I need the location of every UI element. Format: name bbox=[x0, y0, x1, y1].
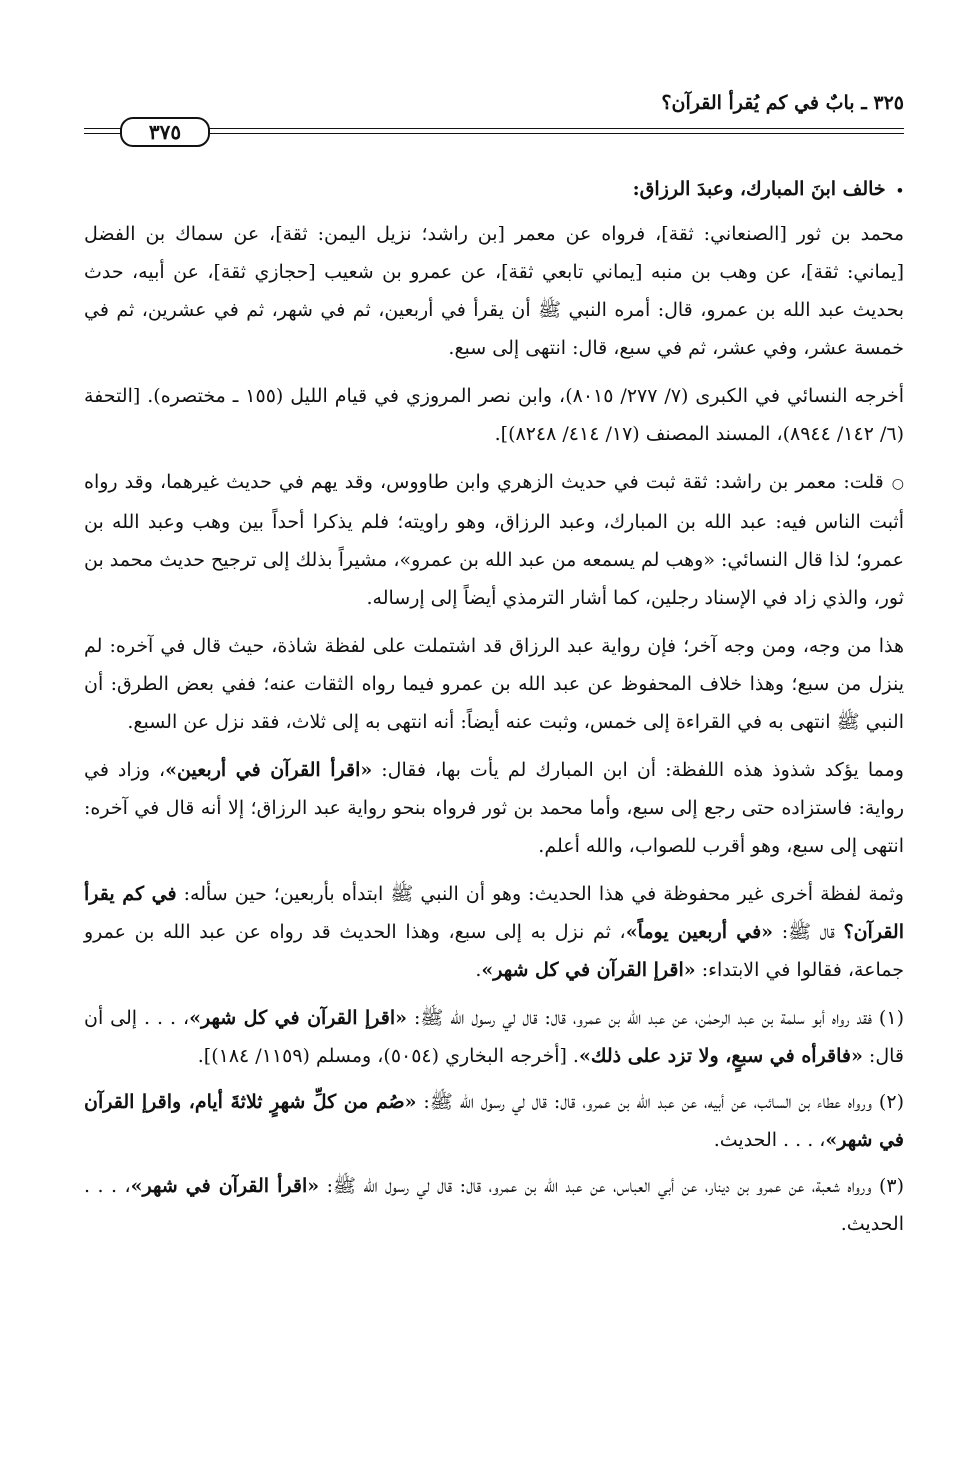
text-segment: (٣) ورواه شعبة، عن عمرو بن دينار، عن أبي العباس، عن عبد الله بن عمرو، قال: قال لي رسول الله ﷺ: bbox=[319, 1175, 905, 1197]
paragraph-other-wording bbox=[84, 875, 904, 989]
paragraph-shadh-wording: هذا من وجه، ومن وجه آخر؛ فإن رواية عبد الرزاق قد اشتملت على لفظة شاذة، حيث قال في آخره: لم ينزل من سبع؛ وهذا خلاف المحفوظ عن عبد الله بن عمرو فيما رواه الثقات عنه؛ ففي بعض الطرق: أن النبي ﷺ انتهى به في القراءة إلى خمس، وثبت عنه أيضاً: أنه انتهى به إلى ثلاث، فقد نزل عن السبع. bbox=[84, 635, 904, 733]
paragraph-sources: أخرجه النسائي في الكبرى (٧/ ٢٧٧/ ٨٠١٥)، وابن نصر المروزي في قيام الليل (١٥٥ ـ مختصره). [التحفة (٦/ ١٤٢/ ٨٩٤٤)، المسند المصنف (١٧/ ٤١٤/ ٨٢٤٨)]. bbox=[84, 385, 904, 445]
chapter-title: ٣٢٥ ـ بابٌ في كم يُقرأ القرآن؟ bbox=[661, 92, 904, 114]
text-segment: ومما يؤكد شذوذ هذه اللفظة: أن ابن المبارك لم يأت بها، فقال: bbox=[372, 759, 904, 781]
text-segment: . [أخرجه البخاري (٥٠٥٤)، ومسلم (١١٥٩/ ١٨٤)]. bbox=[197, 1045, 579, 1067]
circle-marker-icon: ○ bbox=[891, 476, 904, 492]
paragraph-comment-text: قلت: معمر بن راشد: ثقة ثبت في حديث الزهري وابن طاووس، وقد يهم في حديث غيرهما، وقد رواه أثبت الناس فيه: عبد الله بن المبارك، وعبد الرزاق، وهو راويته؛ فلم يذكرا أحداً بين وهب وعبد الله بن عمرو؛ لذا قال النسائي: «وهب لم يسمعه من عبد الله بن عمرو»، مشيراً بذلك إلى ترجيح حديث محمد بن ثور، والذي زاد في الإسناد رجلين، كما أشار الترمذي أيضاً إلى إرساله. bbox=[84, 471, 904, 609]
paragraph-narration: محمد بن ثور [الصنعاني: ثقة]، فرواه عن معمر [بن راشد؛ نزيل اليمن: ثقة]، عن سماك بن الفضل [يماني: ثقة]، عن وهب بن منبه [يماني تابعي ثقة]، عن عمرو بن شعيب [حجازي ثقة]، عن أبيه، حدث بحديث عبد الله بن عمرو، قال: أمره النبي ﷺ أن يقرأ في أربعين، ثم في شهر، ثم في عشرين، ثم في خمسة عشر، وفي عشر، ثم في سبع، قال: انتهى إلى سبع. bbox=[84, 223, 904, 359]
page-number: ٣٧٥ bbox=[120, 117, 210, 147]
text-segment: . bbox=[475, 959, 482, 981]
section-heading-text: خالف ابنَ المبارك، وعبدَ الرزاق: bbox=[632, 178, 886, 200]
quote-segment: في كم يقرأ القرآن؟ bbox=[84, 883, 904, 943]
quote-segment: «اقرأ القرآن في شهر» bbox=[130, 1175, 320, 1197]
page-body bbox=[84, 170, 904, 1251]
text-segment: وثمة لفظة أخرى غير محفوظة في هذا الحديث: وهو أن النبي ﷺ ابتدأه بأربعين؛ حين سأله: bbox=[176, 883, 904, 905]
bullet-icon: • bbox=[895, 184, 904, 199]
text-segment: ، ثم نزل به إلى سبع، وهذا الحديث قد رواه عن عبد الله بن عمرو جماعة، فقالوا في الابتداء: bbox=[84, 921, 904, 981]
quote-segment: «اقرأ القرآن في أربعين» bbox=[165, 759, 373, 781]
section-heading bbox=[84, 170, 904, 211]
quote-segment: «فاقرأه في سبعٍ، ولا تزد على ذلك» bbox=[578, 1045, 863, 1067]
page-header bbox=[84, 84, 904, 148]
numbered-item-3 bbox=[84, 1167, 904, 1243]
book-page bbox=[84, 84, 904, 1414]
numbered-item-2 bbox=[84, 1083, 904, 1159]
text-segment: (٢) ورواه عطاء بن السائب، عن أبيه، عن عبد الله بن عمرو، قال: قال لي رسول الله ﷺ: bbox=[416, 1091, 904, 1113]
text-segment: ، وزاد في رواية: فاستزاده حتى رجع إلى سبع، وأما محمد بن ثور فرواه بنحو رواية عبد الرزاق؛ إلا أنه قال في آخره: انتهى إلى سبع، وهو أقرب للصواب، والله أعلم. bbox=[84, 759, 904, 857]
text-segment: قال ﷺ: bbox=[773, 921, 844, 943]
text-segment: (١) فقد رواه أبو سلمة بن عبد الرحمٰن، عن عبد الله بن عمرو، قال: قال لي رسول الله ﷺ: bbox=[407, 1007, 904, 1029]
quote-segment: «صُم من كلِّ شهرٍ ثلاثةَ أيام، واقرإ القرآن في شهر» bbox=[84, 1091, 904, 1151]
quote-segment: «اقرإ القرآن في كل شهر» bbox=[189, 1007, 407, 1029]
text-segment: ، . . . إلى أن قال: bbox=[84, 1007, 904, 1067]
paragraph-comment bbox=[84, 463, 904, 617]
paragraph-confirmation bbox=[84, 751, 904, 865]
text-segment: ، . . . الحديث. bbox=[84, 1175, 904, 1235]
quote-segment: «اقرإ القرآن في كل شهر» bbox=[481, 959, 696, 981]
text-segment: ، . . . الحديث. bbox=[713, 1129, 826, 1151]
quote-segment: «في أربعين يوماً» bbox=[625, 921, 774, 943]
numbered-item-1 bbox=[84, 999, 904, 1075]
